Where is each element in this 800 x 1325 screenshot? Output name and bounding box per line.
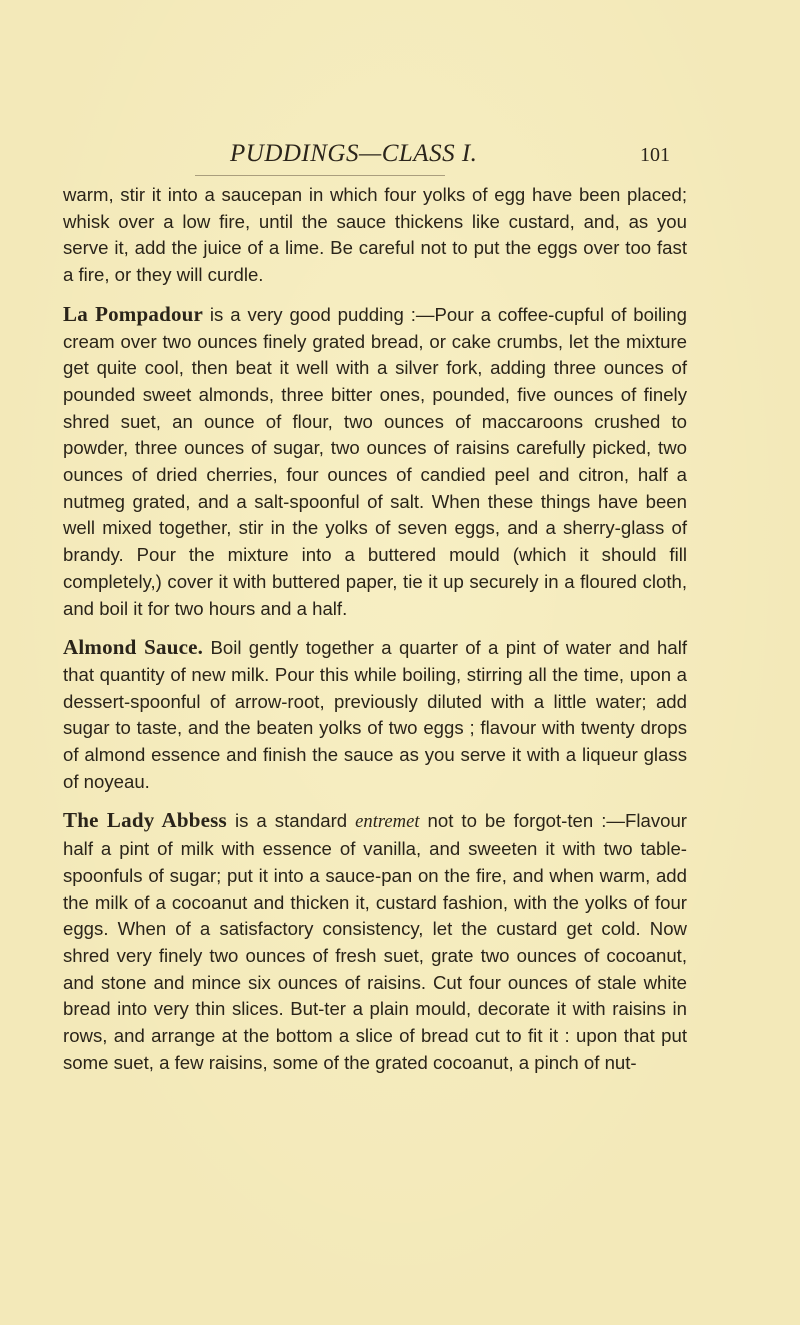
lady-abbess-text-after: not to be forgot-ten :—Flavour half a pint of milk with essence of vanilla, and sweeten it with two table-spoonfuls of sugar; put it into a sauce-pan on the fire, and when warm, add the milk of a cocoanut and thicken it, custard fashion, with the yolks of four eggs. When of a satisfactory consistency, let the custard get cold. Now shred very finely two ounces of fresh suet, grate two ounces of cocoanut, and stone and mince six ounces of raisins. Cut four ounces of stale white bread into very thin slices. But-ter a plain mould, decorate it with raisins in rows, and arrange at the bottom a slice of bread cut to fit it : upon that put some suet, a few raisins, some of the grated cocoanut, a pinch of nut- (63, 810, 687, 1073)
paragraph-continuation (63, 182, 687, 289)
paragraph-lady-abbess (63, 807, 687, 1076)
paragraph-la-pompadour (63, 301, 687, 622)
lady-abbess-text-before: is a standard (226, 810, 356, 832)
page-number: 101 (640, 144, 670, 166)
entry-title-almond-sauce: Almond Sauce. (63, 635, 204, 660)
body-text (63, 182, 687, 1089)
header-rule (195, 175, 445, 176)
running-title: PUDDINGS—CLASS I. (230, 140, 478, 167)
la-pompadour-text: is a very good pudding :—Pour a coffee-cupful of boiling cream over two ounces finely grated bread, or cake crumbs, let the mixture get quite cool, then beat it well with a silver fork, adding three ounces of pounded sweet almonds, three bitter ones, pounded, five ounces of finely shred suet, an ounce of flour, two ounces of maccaroons crushed to powder, three ounces of sugar, two ounces of raisins carefully picked, two ounces of dried cherries, four ounces of candied peel and citron, half a nutmeg grated, and a salt-spoonful of salt. When these things have been well mixed together, stir in the yolks of seven eggs, and a sherry-glass of brandy. Pour the mixture into a buttered mould (which it should fill completely,) cover it with buttered paper, tie it up securely in a floured cloth, and boil it for two hours and a half. (63, 303, 687, 619)
running-head (230, 140, 670, 180)
entry-title-la-pompadour: La Pompadour (63, 301, 204, 326)
paragraph-almond-sauce (63, 634, 687, 795)
almond-sauce-text: Boil gently together a quarter of a pint of water and half that quantity of new milk. Pour this while boiling, stirring all the time, upon a dessert-spoonful of arrow-root, previously diluted with a little water; add sugar to taste, and the beaten yolks of two eggs ; flavour with twenty drops of almond essence and finish the sauce as you serve it with a liqueur glass of noyeau. (63, 637, 687, 792)
continuation-text: warm, stir it into a saucepan in which four yolks of egg have been placed; whisk over a low fire, until the sauce thickens like custard, and, as you serve it, add the juice of a lime. Be careful not to put the eggs over too fast a fire, or they will curdle. (63, 184, 687, 286)
lady-abbess-italic-term: entremet (355, 811, 420, 833)
entry-title-lady-abbess: The Lady Abbess (63, 808, 227, 833)
